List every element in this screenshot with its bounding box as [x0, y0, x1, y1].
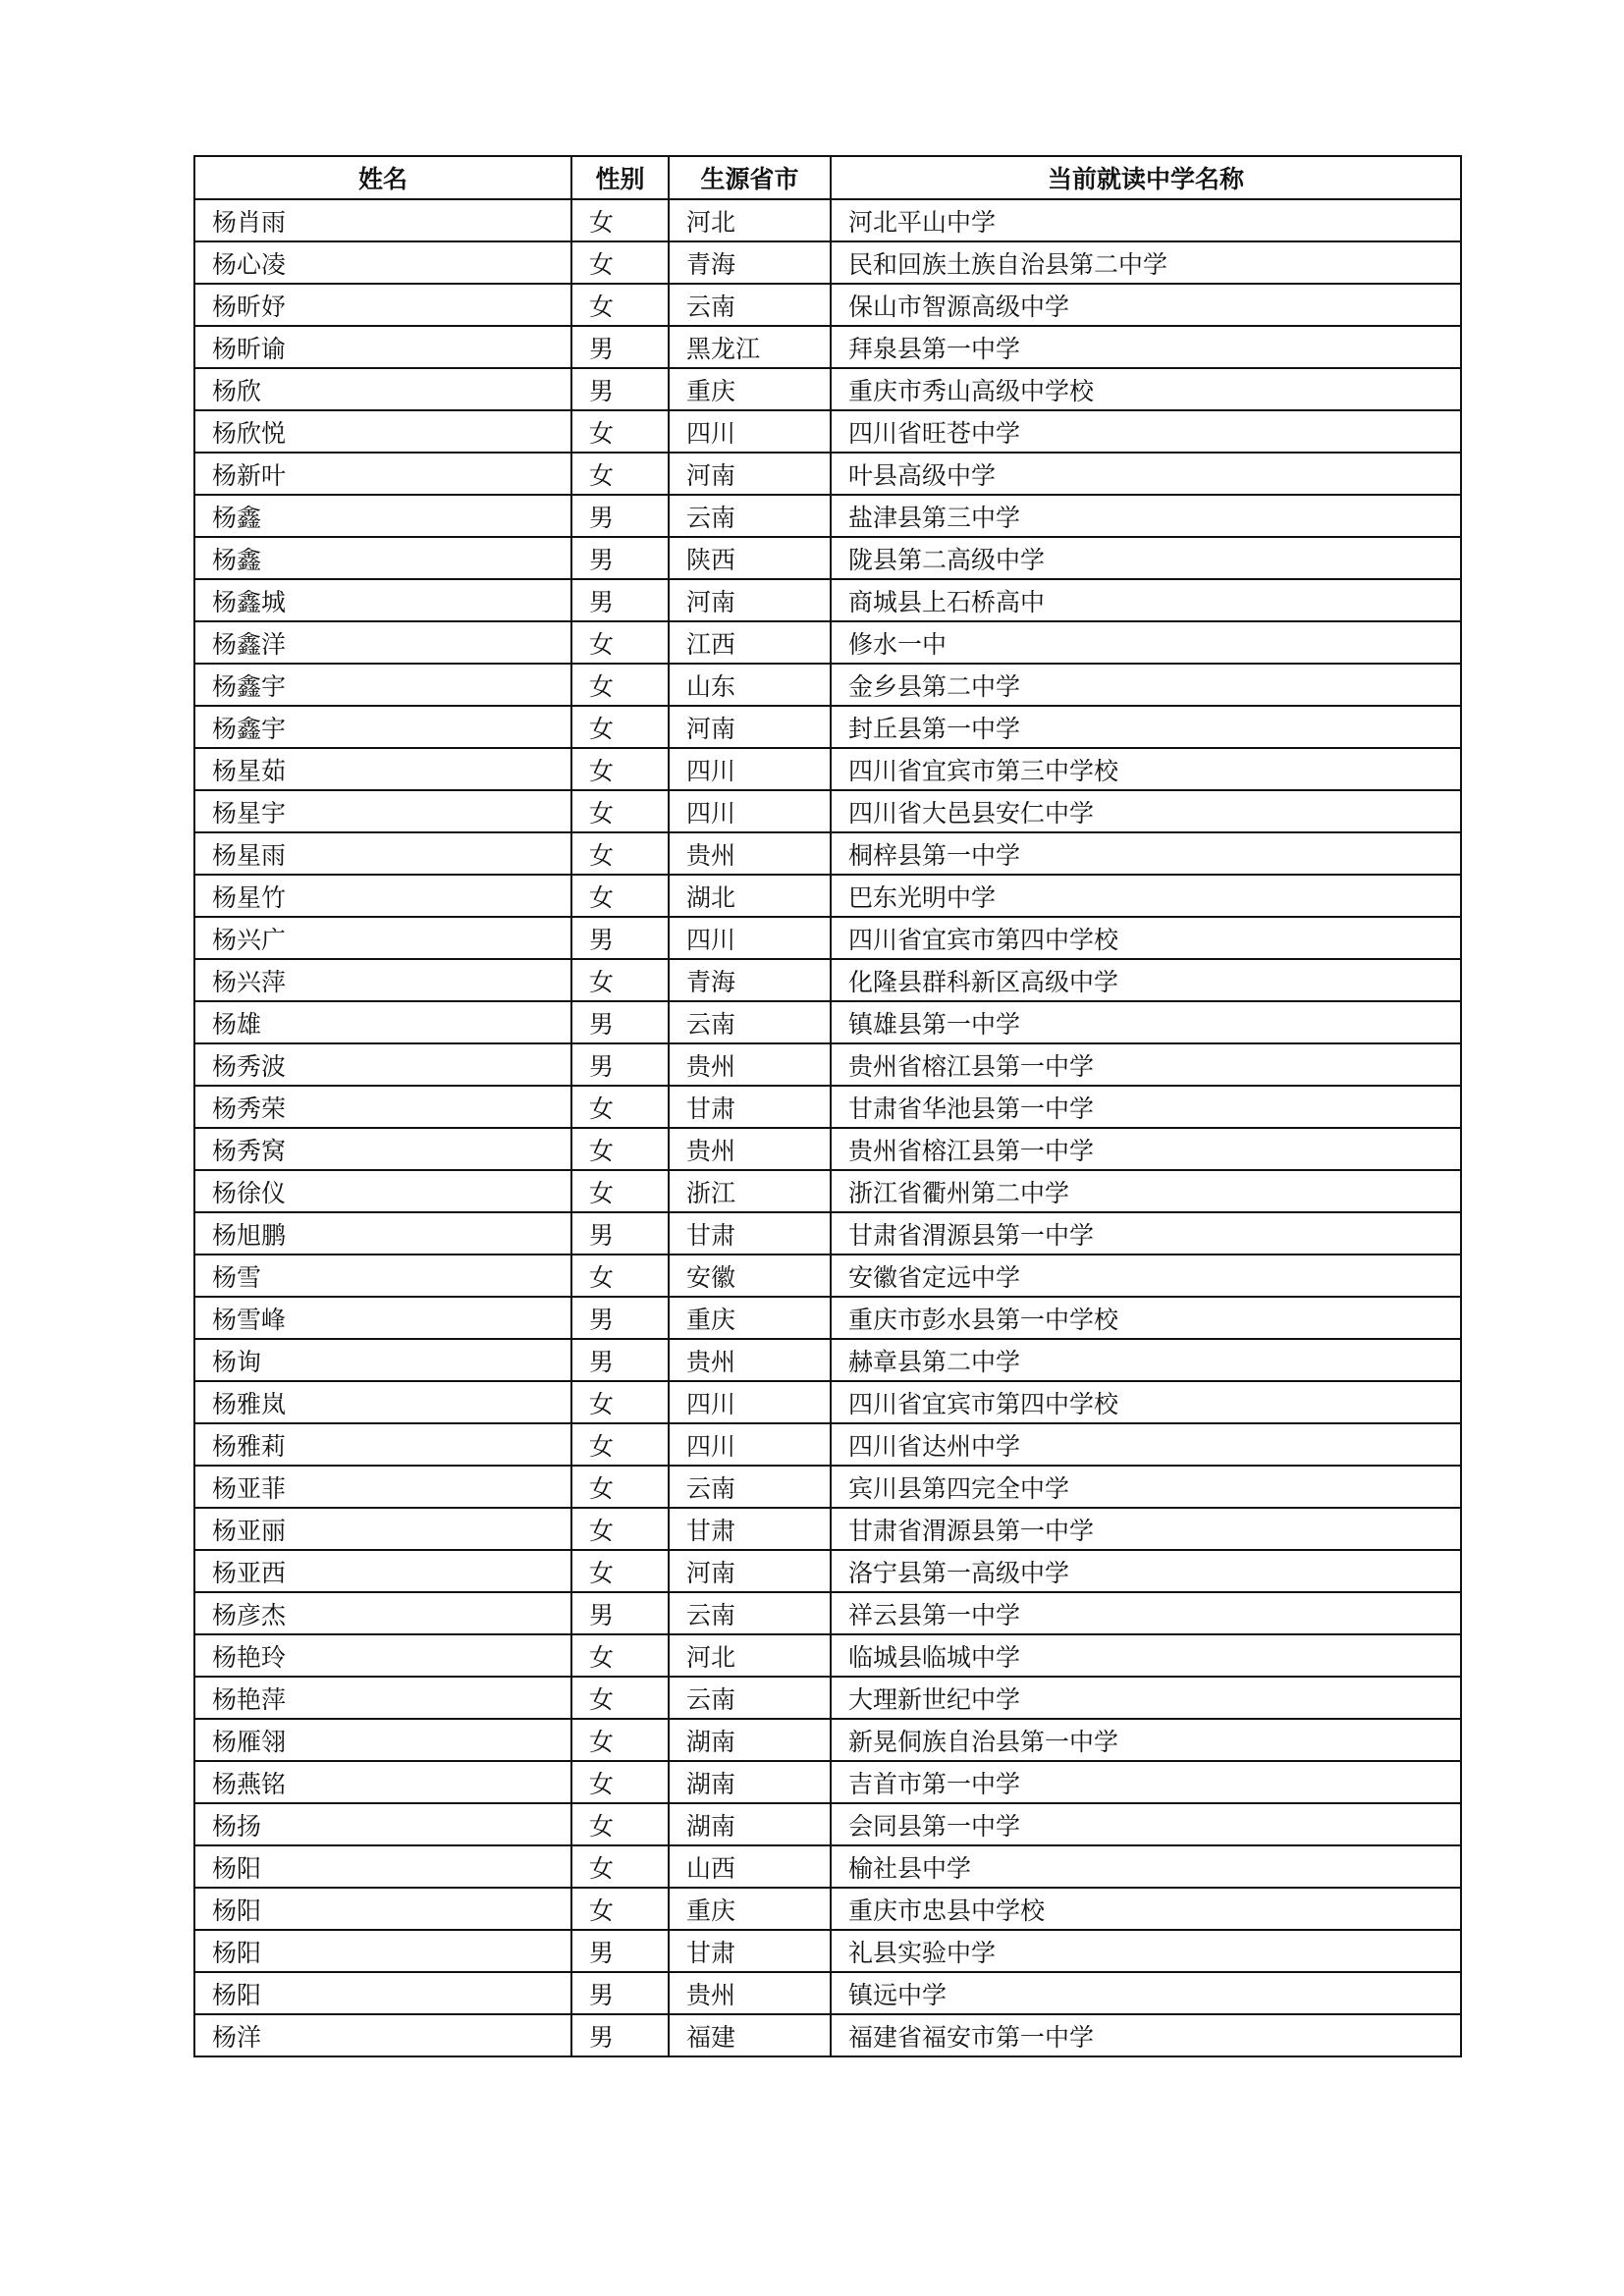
- table-row: [194, 1719, 1461, 1761]
- cell-province: 重庆: [669, 1888, 831, 1930]
- cell-gender: 女: [571, 1719, 669, 1761]
- cell-province: 湖北: [669, 875, 831, 917]
- cell-school: 镇远中学: [831, 1972, 1461, 2014]
- cell-name: 杨星雨: [194, 832, 571, 875]
- cell-name: 杨燕铭: [194, 1761, 571, 1803]
- table-row: [194, 284, 1461, 326]
- cell-name: 杨秀波: [194, 1043, 571, 1086]
- cell-name: 杨鑫城: [194, 579, 571, 621]
- cell-province: 甘肃: [669, 1086, 831, 1128]
- cell-name: 杨星宇: [194, 790, 571, 832]
- header-gender: 性别: [571, 156, 669, 199]
- cell-province: 湖南: [669, 1719, 831, 1761]
- table-body: [194, 199, 1461, 2056]
- cell-gender: 女: [571, 1128, 669, 1170]
- table-row: [194, 917, 1461, 959]
- cell-province: 四川: [669, 1381, 831, 1423]
- table-row: [194, 453, 1461, 495]
- table-row: [194, 1128, 1461, 1170]
- cell-name: 杨亚菲: [194, 1466, 571, 1508]
- table-row: [194, 1930, 1461, 1972]
- cell-province: 云南: [669, 1466, 831, 1508]
- cell-school: 大理新世纪中学: [831, 1677, 1461, 1719]
- table-row: [194, 790, 1461, 832]
- cell-school: 镇雄县第一中学: [831, 1001, 1461, 1043]
- cell-name: 杨阳: [194, 1972, 571, 2014]
- cell-name: 杨兴萍: [194, 959, 571, 1001]
- table-row: [194, 621, 1461, 664]
- cell-name: 杨秀荣: [194, 1086, 571, 1128]
- cell-gender: 女: [571, 748, 669, 790]
- table-row: [194, 326, 1461, 368]
- cell-school: 盐津县第三中学: [831, 495, 1461, 537]
- cell-school: 榆社县中学: [831, 1845, 1461, 1888]
- table-row: [194, 1339, 1461, 1381]
- cell-gender: 女: [571, 453, 669, 495]
- cell-province: 贵州: [669, 1339, 831, 1381]
- table-row: [194, 1761, 1461, 1803]
- cell-name: 杨兴广: [194, 917, 571, 959]
- cell-gender: 女: [571, 832, 669, 875]
- cell-gender: 女: [571, 959, 669, 1001]
- cell-gender: 女: [571, 1634, 669, 1677]
- cell-province: 山东: [669, 664, 831, 706]
- cell-province: 福建: [669, 2014, 831, 2056]
- cell-gender: 女: [571, 199, 669, 241]
- cell-name: 杨亚西: [194, 1550, 571, 1592]
- cell-province: 贵州: [669, 1043, 831, 1086]
- cell-gender: 女: [571, 1761, 669, 1803]
- cell-name: 杨星茹: [194, 748, 571, 790]
- cell-province: 甘肃: [669, 1212, 831, 1255]
- cell-province: 黑龙江: [669, 326, 831, 368]
- cell-school: 修水一中: [831, 621, 1461, 664]
- cell-province: 重庆: [669, 1297, 831, 1339]
- cell-name: 杨雅莉: [194, 1423, 571, 1466]
- cell-school: 贵州省榕江县第一中学: [831, 1128, 1461, 1170]
- cell-name: 杨昕妤: [194, 284, 571, 326]
- cell-name: 杨阳: [194, 1888, 571, 1930]
- cell-name: 杨雁翎: [194, 1719, 571, 1761]
- cell-province: 四川: [669, 917, 831, 959]
- cell-gender: 女: [571, 1508, 669, 1550]
- cell-gender: 女: [571, 284, 669, 326]
- student-table: [193, 155, 1462, 2057]
- table-row: [194, 2014, 1461, 2056]
- cell-gender: 男: [571, 579, 669, 621]
- table-row: [194, 706, 1461, 748]
- table-row: [194, 1803, 1461, 1845]
- cell-school: 封丘县第一中学: [831, 706, 1461, 748]
- table-row: [194, 1972, 1461, 2014]
- cell-province: 云南: [669, 1001, 831, 1043]
- cell-name: 杨艳萍: [194, 1677, 571, 1719]
- table-row: [194, 1466, 1461, 1508]
- cell-province: 湖南: [669, 1803, 831, 1845]
- table-row: [194, 495, 1461, 537]
- header-school: 当前就读中学名称: [831, 156, 1461, 199]
- cell-province: 甘肃: [669, 1508, 831, 1550]
- cell-school: 祥云县第一中学: [831, 1592, 1461, 1634]
- cell-province: 河南: [669, 1550, 831, 1592]
- cell-school: 重庆市秀山高级中学校: [831, 368, 1461, 410]
- cell-school: 福建省福安市第一中学: [831, 2014, 1461, 2056]
- cell-gender: 女: [571, 1550, 669, 1592]
- cell-province: 云南: [669, 1592, 831, 1634]
- cell-gender: 女: [571, 410, 669, 453]
- table-row: [194, 579, 1461, 621]
- cell-name: 杨新叶: [194, 453, 571, 495]
- cell-province: 河南: [669, 579, 831, 621]
- table-row: [194, 1170, 1461, 1212]
- cell-school: 临城县临城中学: [831, 1634, 1461, 1677]
- table-row: [194, 1001, 1461, 1043]
- cell-gender: 女: [571, 790, 669, 832]
- cell-gender: 女: [571, 1803, 669, 1845]
- cell-school: 陇县第二高级中学: [831, 537, 1461, 579]
- cell-province: 山西: [669, 1845, 831, 1888]
- cell-name: 杨鑫洋: [194, 621, 571, 664]
- cell-name: 杨昕谕: [194, 326, 571, 368]
- cell-name: 杨肖雨: [194, 199, 571, 241]
- cell-school: 重庆市忠县中学校: [831, 1888, 1461, 1930]
- cell-province: 河北: [669, 1634, 831, 1677]
- cell-name: 杨鑫宇: [194, 706, 571, 748]
- cell-gender: 女: [571, 664, 669, 706]
- cell-gender: 女: [571, 706, 669, 748]
- table-row: [194, 748, 1461, 790]
- table-row: [194, 1297, 1461, 1339]
- cell-province: 四川: [669, 748, 831, 790]
- cell-school: 金乡县第二中学: [831, 664, 1461, 706]
- cell-province: 甘肃: [669, 1930, 831, 1972]
- cell-gender: 男: [571, 1001, 669, 1043]
- table-row: [194, 410, 1461, 453]
- cell-gender: 女: [571, 1845, 669, 1888]
- cell-gender: 女: [571, 1466, 669, 1508]
- cell-province: 重庆: [669, 368, 831, 410]
- cell-province: 四川: [669, 410, 831, 453]
- cell-province: 云南: [669, 1677, 831, 1719]
- cell-province: 贵州: [669, 1128, 831, 1170]
- cell-name: 杨雪峰: [194, 1297, 571, 1339]
- table-row: [194, 832, 1461, 875]
- cell-gender: 男: [571, 1297, 669, 1339]
- cell-province: 青海: [669, 959, 831, 1001]
- table-row: [194, 1592, 1461, 1634]
- cell-school: 化隆县群科新区高级中学: [831, 959, 1461, 1001]
- cell-name: 杨星竹: [194, 875, 571, 917]
- cell-school: 四川省旺苍中学: [831, 410, 1461, 453]
- cell-province: 安徽: [669, 1255, 831, 1297]
- cell-school: 甘肃省渭源县第一中学: [831, 1212, 1461, 1255]
- cell-province: 河北: [669, 199, 831, 241]
- cell-gender: 女: [571, 1086, 669, 1128]
- cell-province: 青海: [669, 241, 831, 284]
- cell-gender: 男: [571, 1339, 669, 1381]
- cell-name: 杨阳: [194, 1845, 571, 1888]
- cell-gender: 男: [571, 495, 669, 537]
- cell-school: 保山市智源高级中学: [831, 284, 1461, 326]
- cell-province: 河南: [669, 706, 831, 748]
- cell-name: 杨欣悦: [194, 410, 571, 453]
- cell-gender: 男: [571, 368, 669, 410]
- cell-gender: 女: [571, 1255, 669, 1297]
- table-row: [194, 1423, 1461, 1466]
- cell-school: 商城县上石桥高中: [831, 579, 1461, 621]
- cell-gender: 男: [571, 1592, 669, 1634]
- cell-name: 杨扬: [194, 1803, 571, 1845]
- table-row: [194, 1508, 1461, 1550]
- table-row: [194, 368, 1461, 410]
- cell-school: 巴东光明中学: [831, 875, 1461, 917]
- table-row: [194, 1255, 1461, 1297]
- cell-school: 四川省达州中学: [831, 1423, 1461, 1466]
- cell-school: 宾川县第四完全中学: [831, 1466, 1461, 1508]
- cell-school: 会同县第一中学: [831, 1803, 1461, 1845]
- cell-school: 四川省宜宾市第三中学校: [831, 748, 1461, 790]
- cell-school: 浙江省衢州第二中学: [831, 1170, 1461, 1212]
- cell-province: 陕西: [669, 537, 831, 579]
- cell-province: 江西: [669, 621, 831, 664]
- cell-province: 河南: [669, 453, 831, 495]
- table-row: [194, 1212, 1461, 1255]
- cell-province: 浙江: [669, 1170, 831, 1212]
- table-row: [194, 241, 1461, 284]
- cell-name: 杨雅岚: [194, 1381, 571, 1423]
- cell-school: 新晃侗族自治县第一中学: [831, 1719, 1461, 1761]
- cell-province: 贵州: [669, 832, 831, 875]
- table-row: [194, 537, 1461, 579]
- header-province: 生源省市: [669, 156, 831, 199]
- cell-school: 叶县高级中学: [831, 453, 1461, 495]
- cell-name: 杨旭鹏: [194, 1212, 571, 1255]
- table-row: [194, 1086, 1461, 1128]
- cell-gender: 女: [571, 241, 669, 284]
- cell-province: 云南: [669, 284, 831, 326]
- cell-name: 杨心凌: [194, 241, 571, 284]
- cell-school: 民和回族土族自治县第二中学: [831, 241, 1461, 284]
- cell-province: 贵州: [669, 1972, 831, 2014]
- cell-school: 礼县实验中学: [831, 1930, 1461, 1972]
- cell-gender: 女: [571, 1677, 669, 1719]
- cell-school: 甘肃省渭源县第一中学: [831, 1508, 1461, 1550]
- cell-school: 河北平山中学: [831, 199, 1461, 241]
- cell-name: 杨阳: [194, 1930, 571, 1972]
- cell-name: 杨雪: [194, 1255, 571, 1297]
- cell-gender: 女: [571, 621, 669, 664]
- table-header-row: [194, 156, 1461, 199]
- cell-name: 杨洋: [194, 2014, 571, 2056]
- cell-gender: 女: [571, 875, 669, 917]
- table-row: [194, 1888, 1461, 1930]
- cell-school: 贵州省榕江县第一中学: [831, 1043, 1461, 1086]
- cell-school: 洛宁县第一高级中学: [831, 1550, 1461, 1592]
- cell-province: 湖南: [669, 1761, 831, 1803]
- table-row: [194, 1677, 1461, 1719]
- cell-province: 云南: [669, 495, 831, 537]
- table-row: [194, 1043, 1461, 1086]
- cell-name: 杨彦杰: [194, 1592, 571, 1634]
- cell-name: 杨鑫: [194, 495, 571, 537]
- cell-name: 杨亚丽: [194, 1508, 571, 1550]
- cell-name: 杨鑫宇: [194, 664, 571, 706]
- cell-gender: 男: [571, 1930, 669, 1972]
- cell-gender: 男: [571, 1043, 669, 1086]
- table-row: [194, 1634, 1461, 1677]
- table-row: [194, 1550, 1461, 1592]
- cell-gender: 男: [571, 1972, 669, 2014]
- cell-gender: 女: [571, 1170, 669, 1212]
- cell-gender: 男: [571, 326, 669, 368]
- table-row: [194, 1381, 1461, 1423]
- cell-school: 安徽省定远中学: [831, 1255, 1461, 1297]
- cell-school: 赫章县第二中学: [831, 1339, 1461, 1381]
- cell-gender: 女: [571, 1888, 669, 1930]
- cell-school: 四川省大邑县安仁中学: [831, 790, 1461, 832]
- cell-gender: 男: [571, 537, 669, 579]
- cell-school: 甘肃省华池县第一中学: [831, 1086, 1461, 1128]
- cell-name: 杨鑫: [194, 537, 571, 579]
- table-row: [194, 199, 1461, 241]
- cell-school: 四川省宜宾市第四中学校: [831, 1381, 1461, 1423]
- cell-school: 吉首市第一中学: [831, 1761, 1461, 1803]
- cell-school: 拜泉县第一中学: [831, 326, 1461, 368]
- cell-gender: 男: [571, 1212, 669, 1255]
- cell-school: 四川省宜宾市第四中学校: [831, 917, 1461, 959]
- cell-name: 杨秀窝: [194, 1128, 571, 1170]
- cell-gender: 女: [571, 1423, 669, 1466]
- cell-name: 杨徐仪: [194, 1170, 571, 1212]
- cell-school: 重庆市彭水县第一中学校: [831, 1297, 1461, 1339]
- cell-name: 杨艳玲: [194, 1634, 571, 1677]
- table-row: [194, 664, 1461, 706]
- cell-school: 桐梓县第一中学: [831, 832, 1461, 875]
- table-row: [194, 1845, 1461, 1888]
- cell-province: 四川: [669, 1423, 831, 1466]
- cell-gender: 女: [571, 1381, 669, 1423]
- table-row: [194, 959, 1461, 1001]
- header-name: 姓名: [194, 156, 571, 199]
- cell-gender: 男: [571, 2014, 669, 2056]
- cell-gender: 男: [571, 917, 669, 959]
- cell-name: 杨欣: [194, 368, 571, 410]
- cell-province: 四川: [669, 790, 831, 832]
- table-row: [194, 875, 1461, 917]
- cell-name: 杨雄: [194, 1001, 571, 1043]
- cell-name: 杨询: [194, 1339, 571, 1381]
